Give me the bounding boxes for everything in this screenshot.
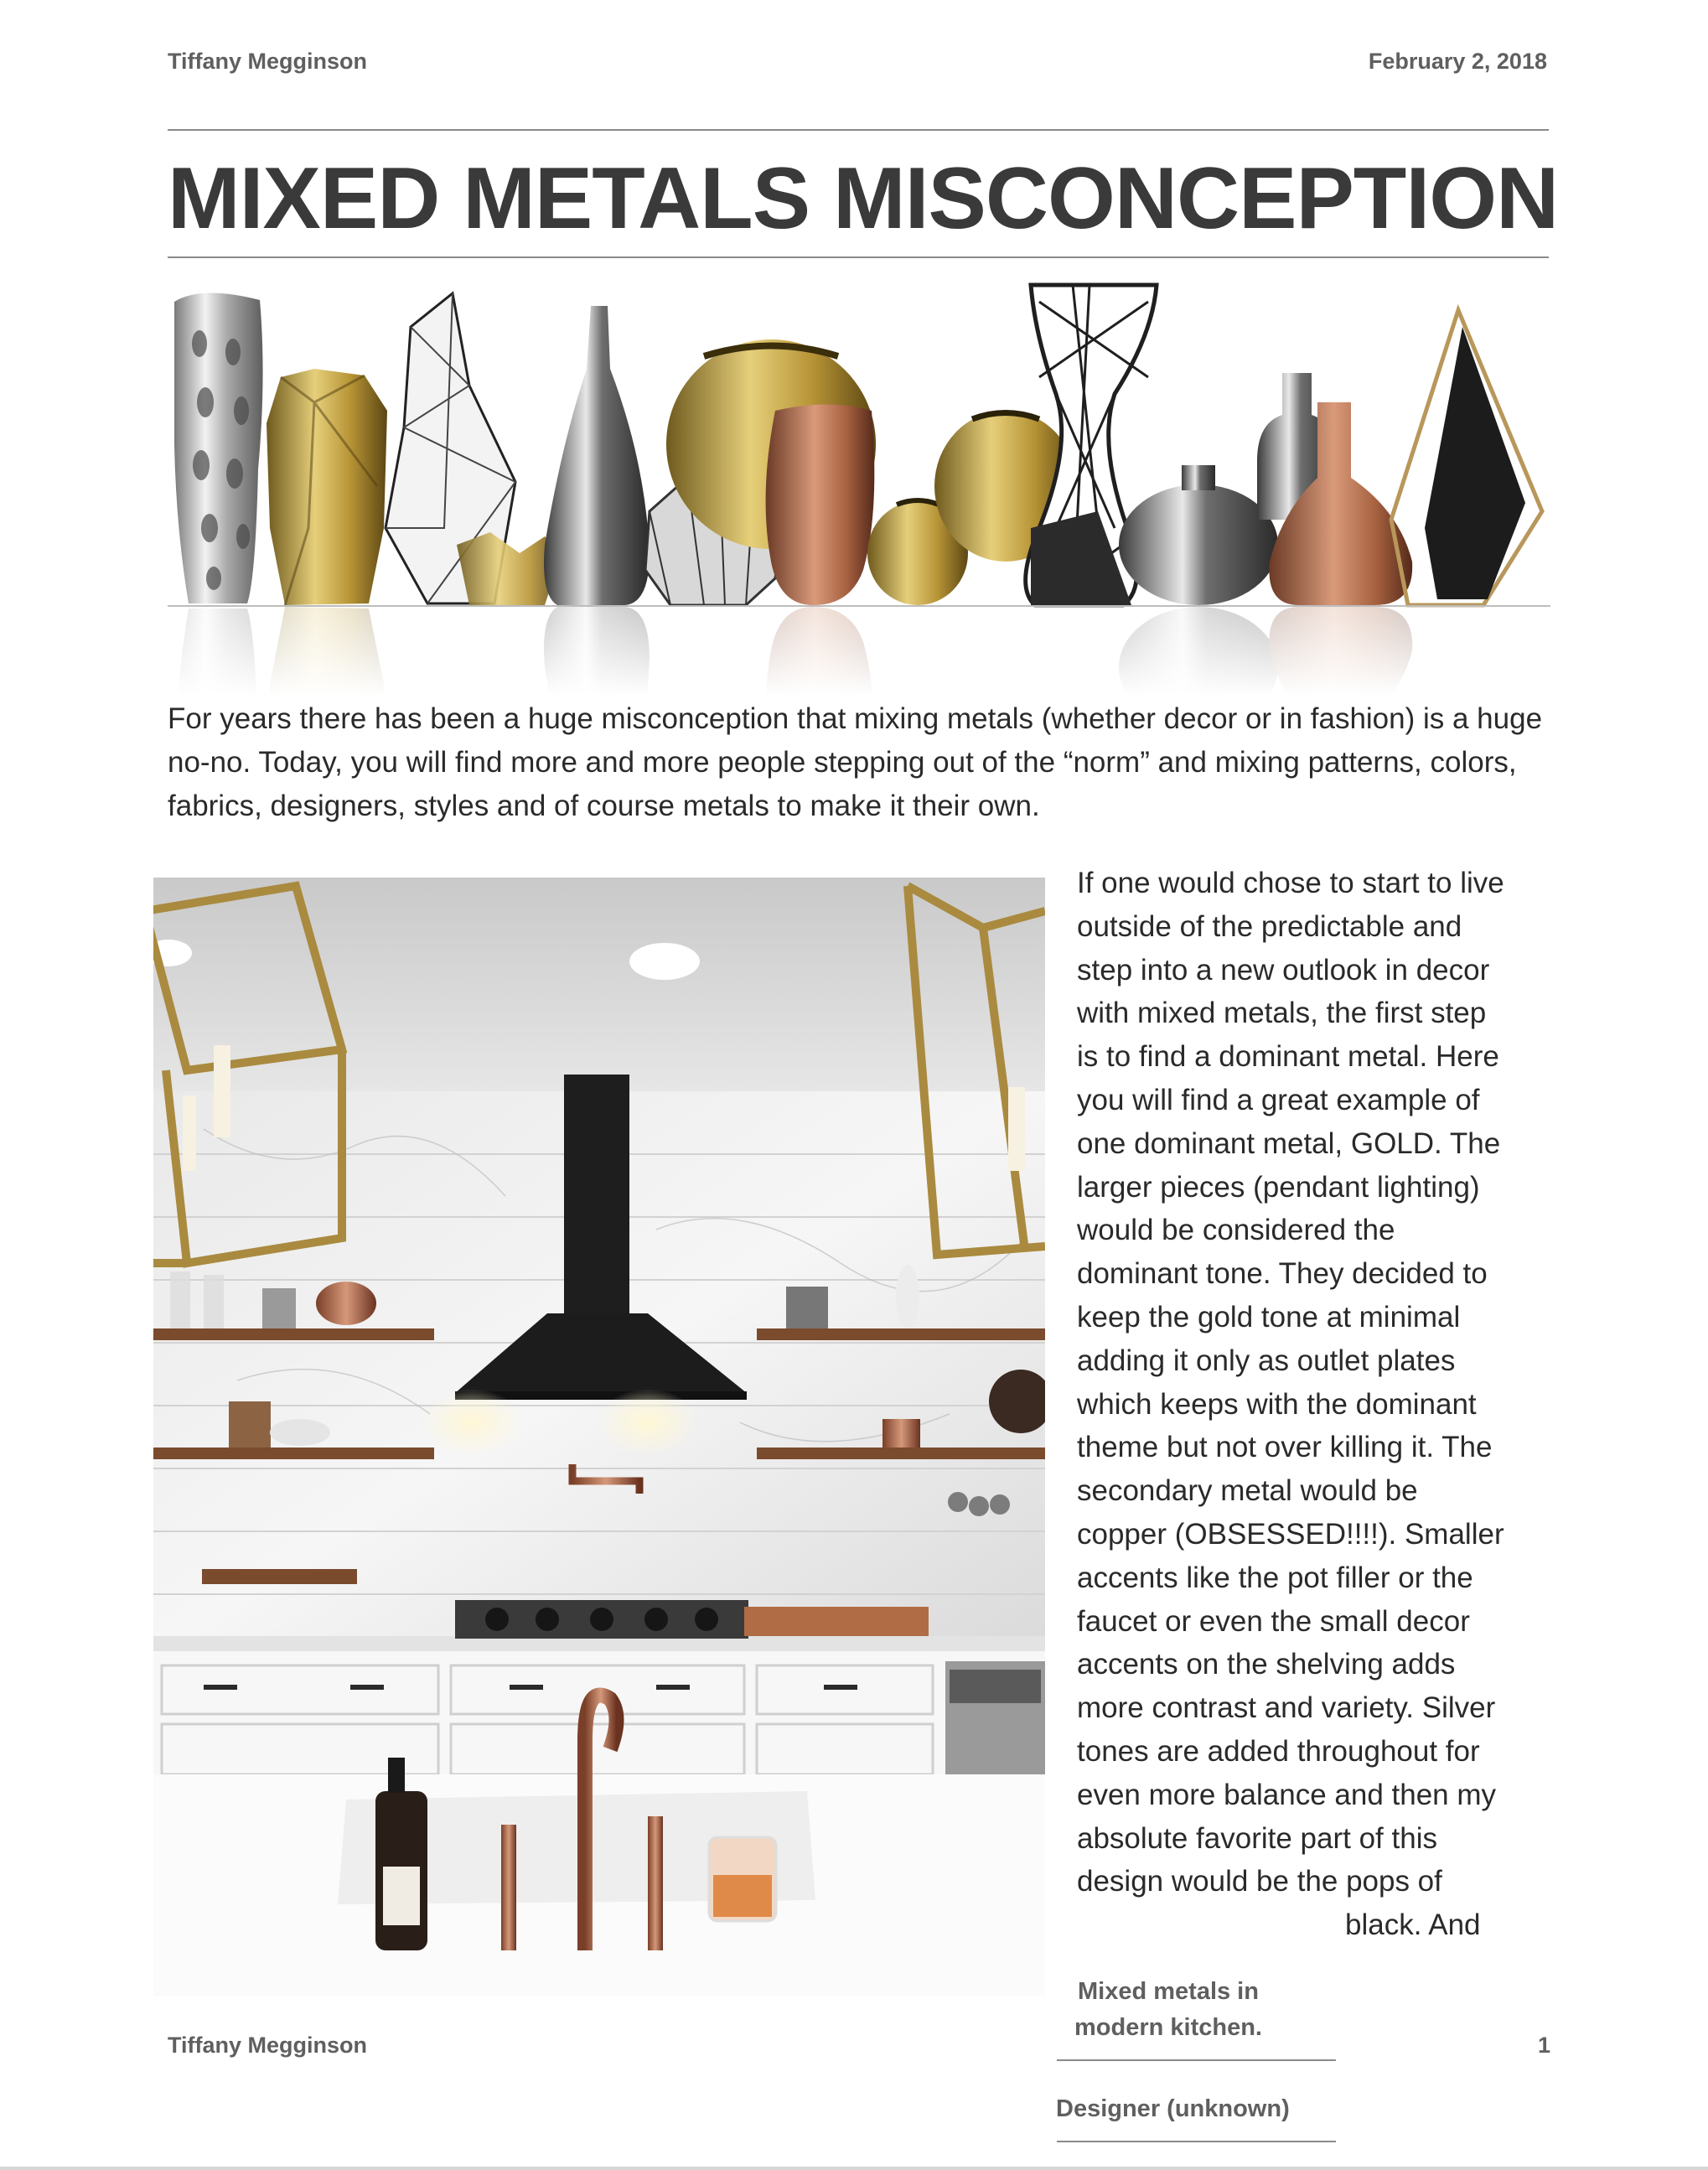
page-title: MIXED METALS MISCONCEPTION <box>168 150 1559 247</box>
body-line: faucet or even the small decor <box>1077 1604 1470 1638</box>
body-line: is to find a dominant metal. Here <box>1077 1040 1499 1074</box>
body-line: If one would chose to start to live <box>1077 867 1504 899</box>
body-line: tones are added throughout for <box>1077 1734 1480 1768</box>
body-line: copper (OBSESSED!!!!). Smaller <box>1077 1517 1504 1551</box>
intro-paragraph: For years there has been a huge misconception that mixing metals (whether decor or in fashion) is a huge no-no. Today, you will find more and more people stepping out of the “norm” and mixing patterns, colors, fabrics, designers, styles and of course metals to make it their own. <box>168 702 1543 822</box>
body-text-column <box>1077 862 1555 1947</box>
title-top-rule <box>168 129 1549 131</box>
body-line: secondary metal would be <box>1077 1474 1418 1508</box>
header-date: February 2, 2018 <box>1368 49 1547 74</box>
body-line: dominant tone. They decided to <box>1077 1257 1488 1291</box>
mixed-metal-vases-image <box>168 277 1550 696</box>
caption-rule-bottom <box>1057 2141 1336 2142</box>
body-line: you will find a great example of <box>1077 1083 1480 1116</box>
header-author: Tiffany Megginson <box>168 49 368 74</box>
body-line: outside of the predictable and <box>1077 909 1462 943</box>
body-line: accents like the pot filler or the <box>1077 1561 1473 1594</box>
body-line: more contrast and variety. Silver <box>1077 1691 1496 1725</box>
page-edge <box>0 2167 1708 2170</box>
caption-rule-top <box>1057 2059 1336 2061</box>
footer-author: Tiffany Megginson <box>168 2033 368 2058</box>
body-line: even more balance and then my <box>1077 1778 1497 1811</box>
caption-line-1: Mixed metals in <box>1078 1978 1259 2005</box>
body-line: design would be the pops of <box>1077 1865 1442 1898</box>
body-line: would be considered the <box>1077 1214 1395 1247</box>
body-line: absolute favorite part of this <box>1077 1821 1437 1855</box>
body-line: step into a new outlook in decor <box>1077 953 1490 987</box>
body-line: which keeps with the dominant <box>1077 1387 1477 1421</box>
body-line: one dominant metal, GOLD. The <box>1077 1126 1501 1160</box>
caption-line-2: modern kitchen. <box>1074 2014 1262 2041</box>
body-line: black. And <box>1345 1908 1481 1942</box>
body-line: keep the gold tone at minimal <box>1077 1300 1461 1334</box>
body-line: accents on the shelving adds <box>1077 1648 1456 1681</box>
body-line: with mixed metals, the first step <box>1077 997 1487 1030</box>
body-line: theme but not over killing it. The <box>1077 1431 1493 1464</box>
body-line: adding it only as outlet plates <box>1077 1344 1456 1377</box>
modern-kitchen-image <box>153 878 1045 1996</box>
caption-credit: Designer (unknown) <box>1056 2095 1290 2122</box>
page-number: 1 <box>1537 2033 1550 2058</box>
body-line: larger pieces (pendant lighting) <box>1077 1170 1480 1204</box>
title-bottom-rule <box>168 256 1549 258</box>
